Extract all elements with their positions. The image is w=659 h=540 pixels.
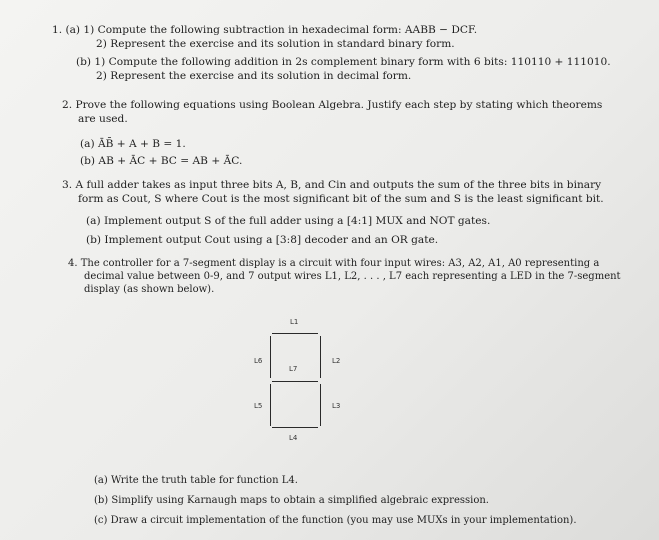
segment-l3 — [320, 384, 321, 426]
label-l5: L5 — [254, 402, 263, 410]
p4-c: (c) Draw a circuit implementation of the function (you may use MUXs in your implementation). — [94, 515, 577, 526]
segment-l7 — [272, 381, 318, 382]
p4-line1: 4. The controller for a 7-segment display is a circuit with four input wires: A3, A2, A1, A0 representing a — [68, 258, 600, 269]
segment-l5 — [270, 384, 271, 426]
p1-b-line2: 2) Represent the exercise and its solution in decimal form. — [96, 70, 412, 82]
label-l4: L4 — [289, 434, 298, 442]
p2-line2: are used. — [78, 113, 128, 125]
segment-l2 — [320, 336, 321, 378]
label-l1: L1 — [290, 318, 299, 326]
p2-a: (a) ĀB̄ + A + B = 1. — [80, 138, 186, 150]
p3-a: (a) Implement output S of the full adder using a [4:1] MUX and NOT gates. — [86, 215, 491, 227]
label-l6: L6 — [254, 357, 263, 365]
p4-line3: display (as shown below). — [84, 284, 215, 295]
label-l7: L7 — [289, 365, 298, 373]
p2-line1: 2. Prove the following equations using Boolean Algebra. Justify each step by stating which theorems — [62, 99, 603, 111]
p3-b: (b) Implement output Cout using a [3:8] decoder and an OR gate. — [86, 234, 439, 246]
p4-b: (b) Simplify using Karnaugh maps to obtain a simplified algebraic expression. — [94, 495, 489, 506]
segment-l4 — [272, 427, 318, 428]
p4-a: (a) Write the truth table for function L4. — [94, 475, 298, 486]
label-l3: L3 — [332, 402, 341, 410]
p1-a-line1: 1. (a) 1) Compute the following subtraction in hexadecimal form: AABB − DCF. — [52, 24, 478, 36]
segment-l6 — [270, 336, 271, 378]
p2-b: (b) AB + ĀC + BC = AB + ĀC. — [80, 155, 243, 167]
p1-b-line1: (b) 1) Compute the following addition in 2s complement binary form with 6 bits: 110110 + 111010. — [76, 56, 611, 68]
p3-line2: form as Cout, S where Cout is the most significant bit of the sum and S is the least significant bit. — [78, 193, 604, 205]
p4-line2: decimal value between 0-9, and 7 output wires L1, L2, . . . , L7 each representing a LED in the 7-segment — [84, 271, 621, 282]
label-l2: L2 — [332, 357, 341, 365]
p3-line1: 3. A full adder takes as input three bits A, B, and Cin and outputs the sum of the three bits in binary — [62, 179, 602, 191]
p1-a-line2: 2) Represent the exercise and its solution in standard binary form. — [96, 38, 455, 50]
segment-l1 — [272, 333, 318, 334]
